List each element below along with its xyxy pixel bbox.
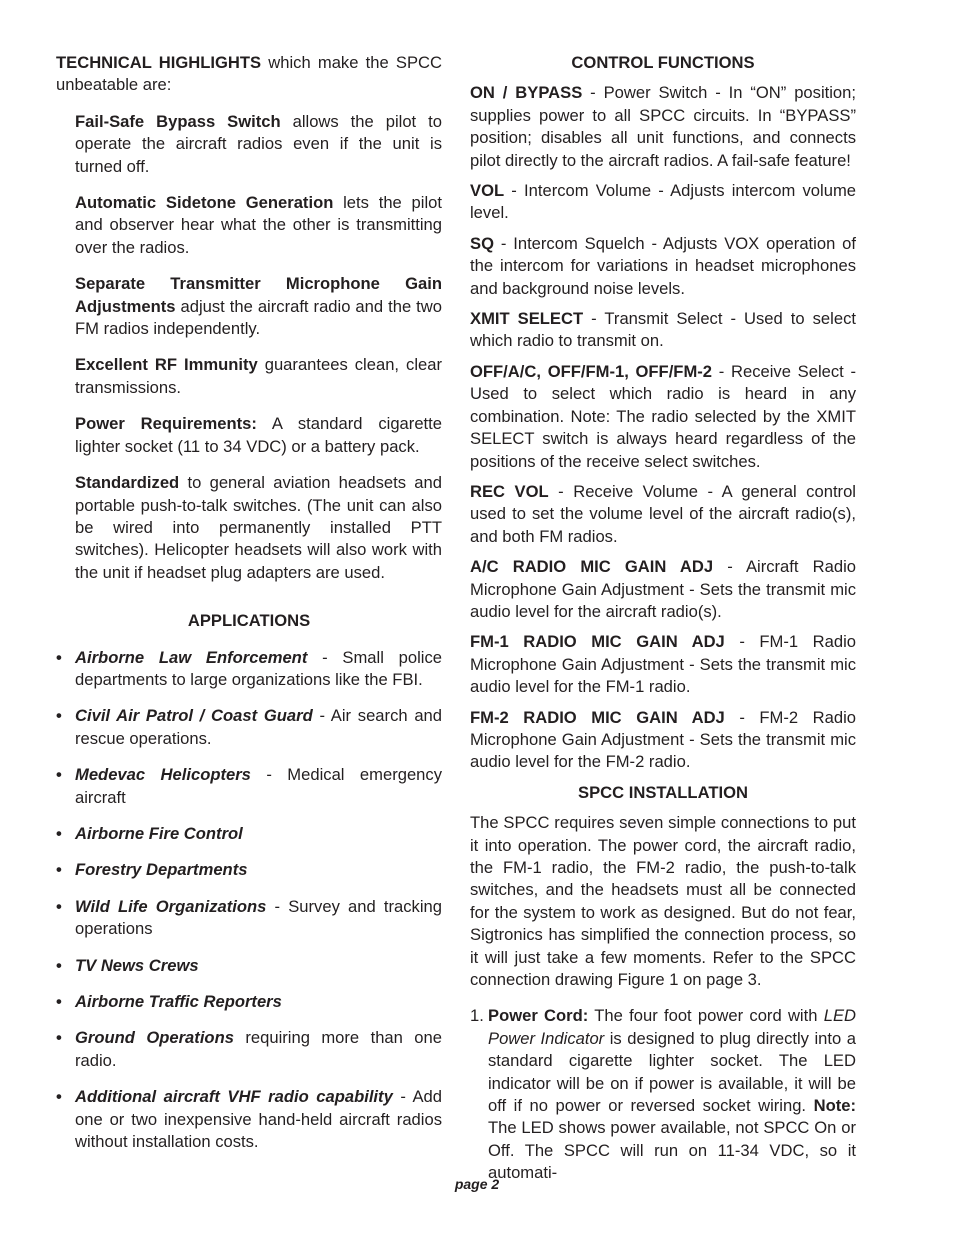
bullet-icon: • (56, 1028, 62, 1048)
step-power-cord: 1. Power Cord: The four foot power cord with LED Power Indicator is designed to plug directly into a standard cigarette lighter socket. The LED indicator will be on if power is available, it will be off if no power or reversed socket wiring. Note: The LED shows power available, not SPCC On or Off. The SPCC will run on 11-34 VDC, so it automati- (470, 1006, 856, 1183)
highlight-item: Power Requirements: A standard cigarette lighter socket (11 to 34 VDC) or a battery pack. (75, 414, 442, 456)
bullet-icon: • (56, 955, 62, 975)
application-item: • Ground Operations requiring more than one radio. (56, 1028, 442, 1070)
applications-heading: APPLICATIONS (187, 611, 311, 631)
highlight-item: Fail-Safe Bypass Switch allows the pilot to operate the aircraft radios even if the unit is turned off. (75, 111, 442, 176)
control-functions-heading: CONTROL FUNCTIONS (571, 53, 755, 72)
highlight-item: Separate Transmitter Microphone Gain Adjustments adjust the aircraft radio and the two FM radios independently. (75, 274, 442, 339)
bullet-icon: • (56, 860, 62, 880)
control-item: A/C RADIO MIC GAIN ADJ - Aircraft Radio Microphone Gain Adjustment - Sets the transmit mic audio level for the aircraft radio(s). (470, 557, 857, 621)
bullet-icon: • (56, 706, 62, 726)
bullet-icon: • (56, 896, 62, 916)
bullet-icon: • (56, 823, 62, 843)
application-item: • Medevac Helicopters - Medical emergency aircraft (56, 765, 443, 807)
application-item: • TV News Crews (56, 955, 442, 977)
application-item: • Airborne Fire Control (56, 823, 442, 845)
bullet-icon: • (56, 765, 62, 785)
control-item: FM-1 RADIO MIC GAIN ADJ - FM-1 Radio Microphone Gain Adjustment - Sets the transmit mic audio level for the FM-1 radio. (470, 632, 856, 697)
bullet-icon: • (56, 992, 62, 1011)
intro-paragraph: TECHNICAL HIGHLIGHTS which make the SPCC unbeatable are: (56, 53, 442, 95)
control-item: ON / BYPASS - Power Switch - In “ON” position; supplies power to all SPCC circuits. In “BYPASS” position; disables all unit functions, and connects pilot directly to the aircraft radios. A fail-safe feature! (470, 83, 856, 170)
installation-paragraph: The SPCC requires seven simple connections to put it into operation. The power cord, the aircraft radio, the FM-1 radio, the FM-2 radio, the push-to-talk switches, and the headsets must all be connected for the system to work as designed. But do not fear, Sigtronics has simplified the connection process, so it will just take a few moments. Refer to the SPCC connection drawing Figure 1 on page 3. (470, 813, 856, 990)
application-item: • Wild Life Organizations - Survey and tracking operations (56, 896, 442, 939)
highlight-item: Standardized to general aviation headsets and portable push-to-talk switches. (The unit can also be wired into permanently installed PTT switches). Helicopter headsets will also work with the unit if headset plug adapters are used. (75, 473, 442, 582)
application-item: • Airborne Law Enforcement - Small police departments to large organizations like the FBI. (56, 647, 442, 689)
application-item: • Additional aircraft VHF radio capability - Add one or two inexpensive hand-held aircraft radios without installation costs. (56, 1087, 442, 1152)
control-item: XMIT SELECT - Transmit Select - Used to select which radio to transmit on. (470, 309, 856, 351)
left-column (56, 52, 442, 1153)
highlight-item: Automatic Sidetone Generation lets the pilot and observer hear what the other is transmitting over the radios. (75, 193, 442, 257)
installation-heading: SPCC INSTALLATION (578, 782, 748, 802)
control-item: SQ - Intercom Squelch - Adjusts VOX operation of the intercom for variations in headset microphones and background noise levels. (470, 233, 856, 298)
control-item: FM-2 RADIO MIC GAIN ADJ - FM-2 Radio Microphone Gain Adjustment - Sets the transmit mic audio level for the FM-2 radio. (470, 707, 856, 772)
bullet-icon: • (56, 647, 62, 667)
control-item: OFF/A/C, OFF/FM-1, OFF/FM-2 - Receive Select - Used to select which radio is heard in any combination. Note: The radio selected by the XMIT SELECT switch is always heard regardless of the positions of the receive select switches. (470, 361, 856, 471)
right-column (470, 52, 856, 1185)
control-item: REC VOL - Receive Volume - A general control used to set the volume level of the aircraft radio(s), and both FM radios. (470, 481, 856, 546)
page-number: page 2 (454, 1176, 500, 1192)
highlight-item: Excellent RF Immunity guarantees clean, clear transmissions. (75, 355, 442, 397)
step-number: 1. (470, 1006, 484, 1026)
application-item: • Civil Air Patrol / Coast Guard - Air search and rescue operations. (56, 706, 442, 748)
bullet-icon: • (56, 1087, 62, 1107)
control-item: VOL - Intercom Volume - Adjusts intercom volume level. (470, 181, 856, 223)
application-item: • Airborne Traffic Reporters (56, 991, 442, 1013)
application-item: • Forestry Departments (56, 859, 442, 881)
